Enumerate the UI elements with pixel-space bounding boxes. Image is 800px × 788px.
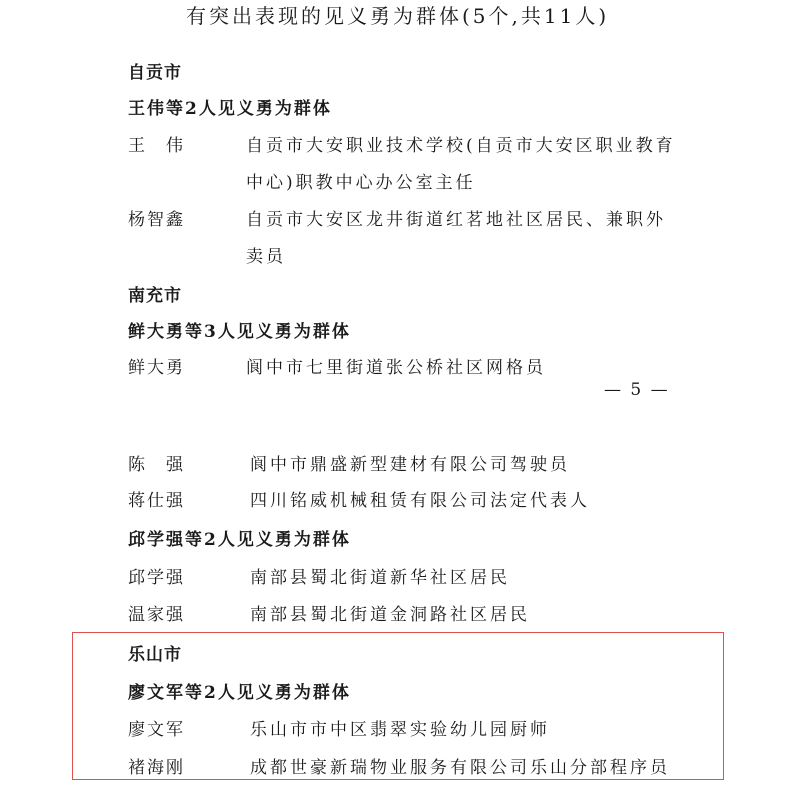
- city-heading-nanchong: 南充市: [128, 286, 182, 306]
- page-number: — 5 —: [604, 380, 670, 400]
- member-desc: 南部县蜀北街道新华社区居民: [250, 568, 510, 588]
- member-name: 邱学强: [128, 568, 185, 588]
- group-heading-wangwei: 王伟等2人见义勇为群体: [128, 99, 332, 119]
- member-desc: 四川铭威机械租赁有限公司法定代表人: [250, 491, 590, 511]
- member-desc: 成都世豪新瑞物业服务有限公司乐山分部程序员: [250, 758, 670, 778]
- member-name: 蒋仕强: [128, 491, 185, 511]
- member-desc: 乐山市市中区翡翠实验幼儿园厨师: [250, 720, 550, 740]
- member-desc: 阆中市七里街道张公桥社区网格员: [246, 358, 546, 378]
- group-heading-qiuxueqiang: 邱学强等2人见义勇为群体: [128, 530, 351, 550]
- member-name: 陈 强: [128, 455, 185, 475]
- group-heading-xiandayong: 鲜大勇等3人见义勇为群体: [128, 322, 351, 342]
- member-name: 温家强: [128, 605, 185, 625]
- page-title: 有突出表现的见义勇为群体(5个,共11人): [186, 4, 610, 28]
- city-heading-zigong: 自贡市: [128, 63, 182, 83]
- member-desc-cont: 卖员: [246, 247, 286, 267]
- member-name: 廖文军: [128, 720, 185, 740]
- member-name: 鲜大勇: [128, 358, 185, 378]
- group-heading-liaowenjun: 廖文军等2人见义勇为群体: [128, 683, 351, 703]
- member-desc-cont: 中心)职教中心办公室主任: [246, 173, 476, 193]
- member-name: 杨智鑫: [128, 210, 185, 230]
- member-desc: 阆中市鼎盛新型建材有限公司驾驶员: [250, 455, 570, 475]
- city-heading-leshan: 乐山市: [128, 645, 182, 665]
- member-desc: 南部县蜀北街道金洞路社区居民: [250, 605, 530, 625]
- member-name: 褚海刚: [128, 758, 185, 778]
- member-name: 王 伟: [128, 136, 185, 156]
- member-desc: 自贡市大安区龙井街道红茗地社区居民、兼职外: [246, 210, 666, 230]
- member-desc: 自贡市大安职业技术学校(自贡市大安区职业教育: [246, 136, 676, 156]
